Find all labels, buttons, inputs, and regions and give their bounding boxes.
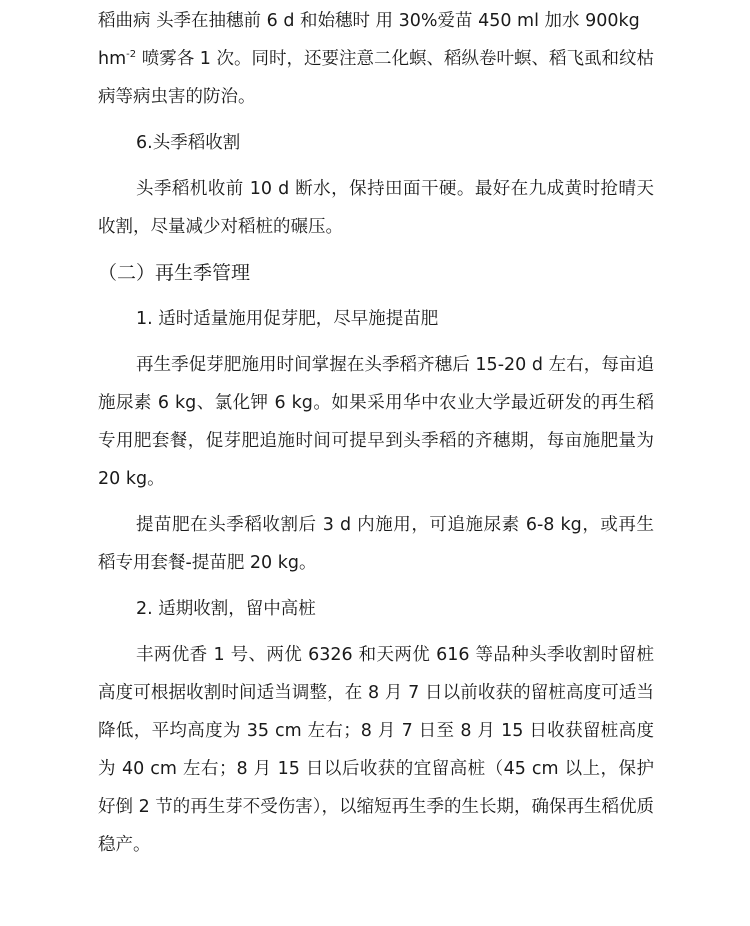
unit-exponent: -2 (126, 49, 137, 60)
paragraph-stubble-height: 丰两优香 1 号、两优 6326 和天两优 616 等品种头季收割时留桩高度可根据收割时间适当调整，在 8 月 7 日以前收获的留桩高度可适当降低，平均高度为 35 cm 左右；8 月 7 日至 8 月 15 日收获留桩高度为 40 cm 左右；8 月 15 日以后收获的宜留高桩（45 cm 以上，保护好倒 2 节的再生芽不受伤害），以缩短再生季的生长期，确保再生稻优质稳产。 (98, 645, 655, 855)
paragraph-first-crop-harvest: 头季稻机收前 10 d 断水，保持田面干硬。最好在九成黄时抢晴天收割，尽量减少对稻桩的碾压。 (98, 179, 654, 237)
pest-control-text-cont: 喷雾各 1 次。同时，还要注意二化螟、稻纵卷叶螟、稻飞虱和纹枯病等病虫害的防治。 (98, 49, 654, 107)
heading-ratoon-management: （二）再生季管理 (98, 262, 251, 284)
heading-first-crop-harvest: 6.头季稻收割 (136, 133, 241, 153)
heading-fertilizer: 1. 适时适量施用促芽肥，尽早施提苗肥 (136, 309, 439, 329)
unit-hm: hm (98, 49, 127, 69)
paragraph-seedling-fertilizer: 提苗肥在头季稻收割后 3 d 内施用，可追施尿素 6-8 kg，或再生稻专用套餐-提苗肥 20 kg。 (98, 515, 654, 573)
pest-control-text: 稻曲病 头季在抽穗前 6 d 和始穗时 用 30%爱苗 450 ml 加水 900kg (98, 11, 640, 31)
heading-stubble-height: 2. 适期收割，留中高桩 (136, 599, 316, 619)
paragraph-bud-fertilizer: 再生季促芽肥施用时间掌握在头季稻齐穗后 15-20 d 左右，每亩追施尿素 6 kg、氯化钾 6 kg。如果采用华中农业大学最近研发的再生稻专用肥套餐，促芽肥追施时间可提早到头季稻的齐穗期，每亩施肥量为 20 kg。 (98, 355, 654, 489)
paragraph-pest-control (98, 0, 654, 116)
